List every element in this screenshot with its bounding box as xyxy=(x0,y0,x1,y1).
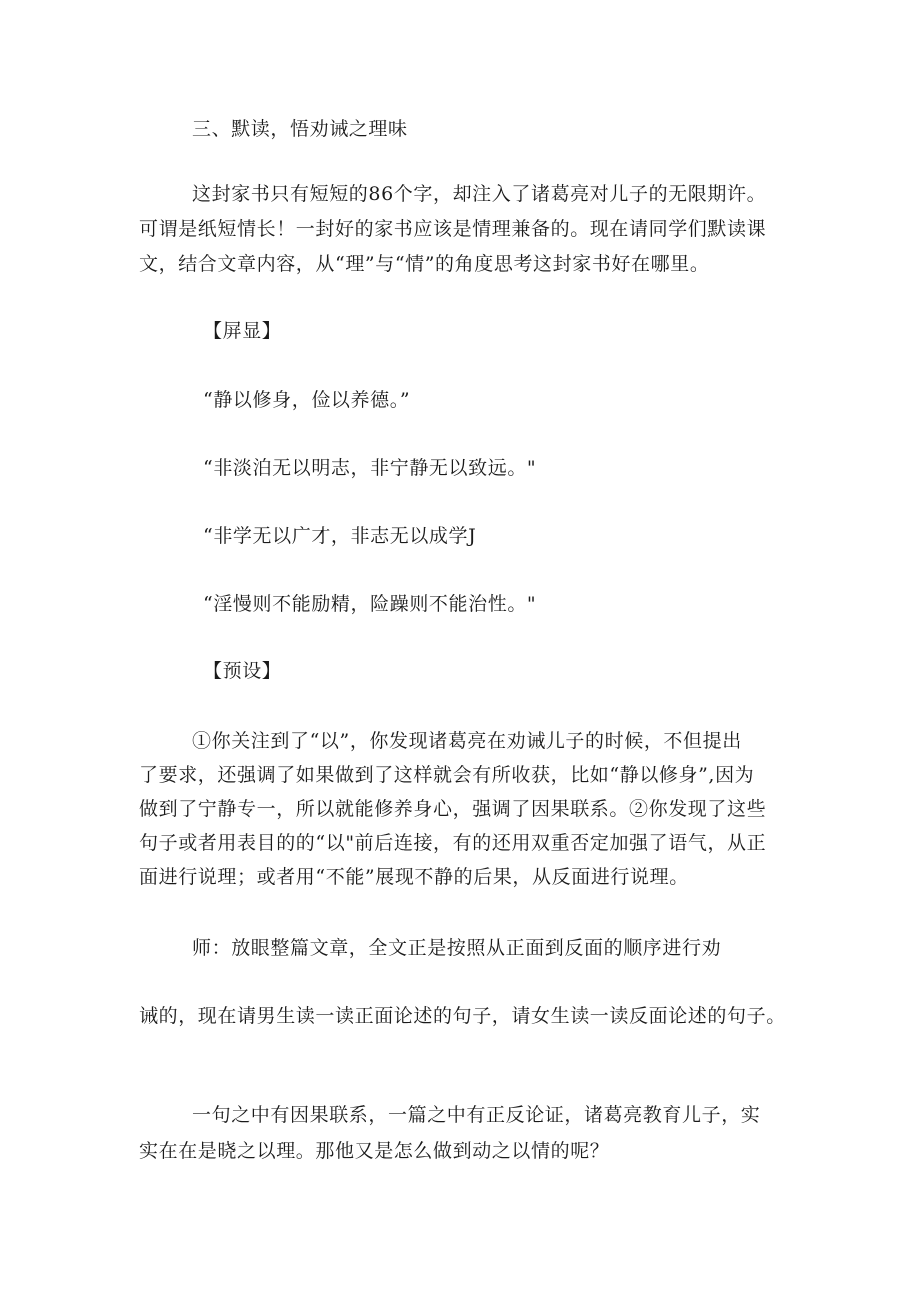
quote-2: “非淡泊无以明志，非宁静无以致远。" xyxy=(203,457,537,479)
preset-line-1: ①你关注到了“以”，你发现诸葛亮在劝诫儿子的时候，不但提出 xyxy=(192,730,742,752)
preset-line-4: 句子或者用表目的的“以"前后连接，有的还用双重否定加强了语气，从正 xyxy=(139,832,767,854)
closing-line-2: 实在在是晓之以理。那他又是怎么做到动之以情的呢？ xyxy=(139,1140,610,1162)
screen-label: 【屏显】 xyxy=(203,320,282,342)
intro-line-3: 文，结合文章内容，从“理”与“情”的角度思考这封家书好在哪里。 xyxy=(139,253,710,275)
teacher-line-1: 师：放眼整篇文章，全文正是按照从正面到反面的顺序进行劝 xyxy=(192,937,722,959)
intro-line-2: 可谓是纸短情长！一封好的家书应该是情理兼备的。现在请同学们默读课 xyxy=(139,218,767,240)
section-heading: 三、默读，悟劝诫之理味 xyxy=(192,118,408,140)
teacher-line-2: 诫的，现在请男生读一读正面论述的句子，请女生读一读反面论述的句子。 xyxy=(139,1005,786,1027)
quote-3: “非学无以广才，非志无以成学J xyxy=(203,525,477,547)
preset-label: 【预设】 xyxy=(203,660,282,682)
preset-line-2: 了要求，还强调了如果做到了这样就会有所收获，比如“静以修身”,因为 xyxy=(139,764,755,786)
intro-line-1: 这封家书只有短短的86个字，却注入了诸葛亮对儿子的无限期许。 xyxy=(192,183,767,205)
quote-1: “静以修身，俭以养德。” xyxy=(203,389,411,411)
quote-4: “淫慢则不能励精，险躁则不能治性。" xyxy=(203,593,537,615)
preset-line-5: 面进行说理；或者用“不能”展现不静的后果，从反面进行说理。 xyxy=(139,866,689,888)
closing-line-1: 一句之中有因果联系，一篇之中有正反论证，诸葛亮教育儿子，实 xyxy=(192,1104,761,1126)
preset-line-3: 做到了宁静专一，所以就能修养身心，强调了因果联系。②你发现了这些 xyxy=(139,798,767,820)
